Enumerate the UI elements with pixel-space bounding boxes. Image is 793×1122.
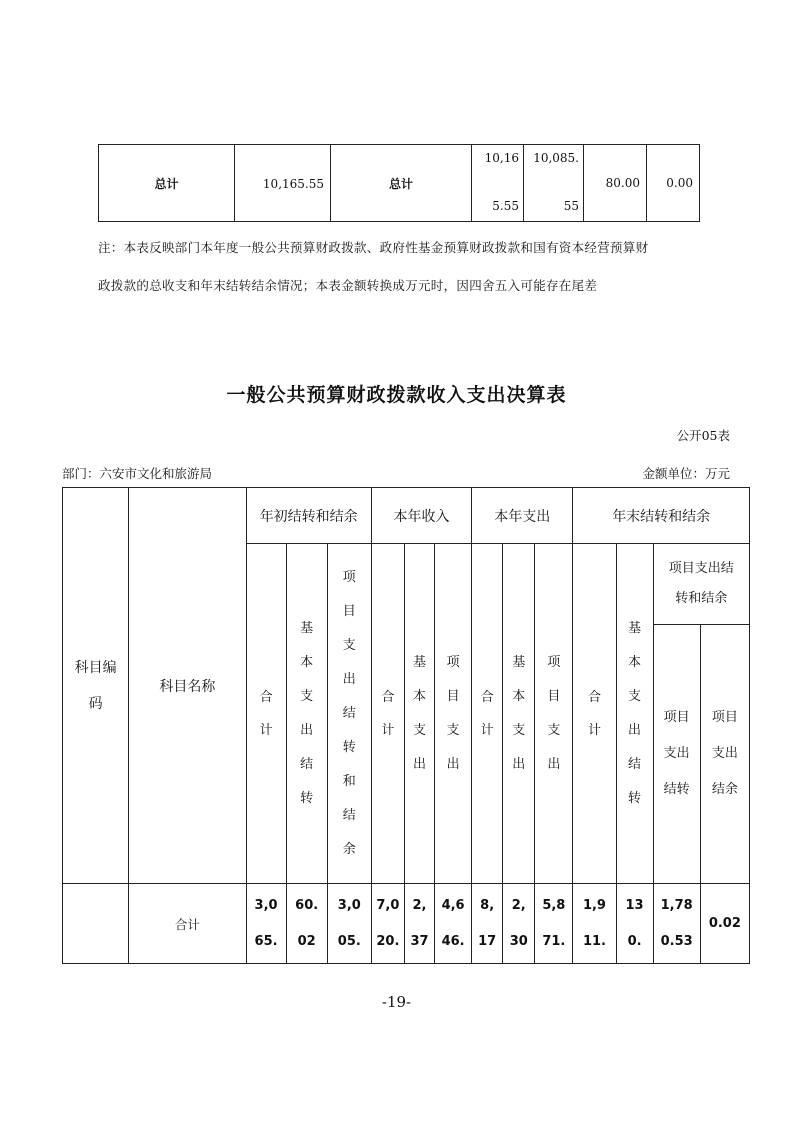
header-project-carry [653,625,700,884]
header-row-1 [63,488,750,544]
total-cell: 0.02 [700,884,749,964]
header-line: 支出 [663,746,690,761]
header-char: 计 [381,722,395,738]
cell-line: 1,78 [660,897,693,913]
page-number: -19- [381,993,412,1011]
total-cell [371,884,404,964]
header-total [472,544,503,884]
cell-line: 55 [563,199,579,213]
total-cell [616,884,653,964]
total-cell [524,145,584,222]
header-project-carry-balance [327,544,371,884]
cell-line: 02 [297,933,316,949]
header-line: 项目 [711,710,738,725]
total-value: 10,165.55 [235,145,331,222]
budget-table [62,487,750,964]
table-note-line: 政拨款的总收支和年末结转结余情况；本表金额转换成万元时，因四舍五入可能存在尾差 [98,278,598,293]
header-char: 目 [446,689,460,704]
header-char: 支 [547,723,561,738]
header-char: 支 [342,638,356,653]
total-cell: 0.00 [647,145,700,222]
cell-line: 8, [480,897,495,913]
total-cell [246,884,286,964]
row-label: 合计 [129,884,246,964]
header-line: 支出 [711,746,738,761]
header-char: 基 [512,655,526,670]
cell-line: 13 [625,897,644,913]
total-cell: 80.00 [584,145,647,222]
header-char: 基 [412,655,426,670]
cell-line: 1,9 [582,897,606,913]
header-char: 基 [300,621,314,636]
total-cell [435,884,472,964]
cell-line: 0.53 [660,933,693,949]
header-year-income: 本年收入 [371,488,471,544]
header-total [573,544,616,884]
form-code: 公开05表 [676,428,730,443]
header-char: 余 [342,842,356,857]
carryover-summary-table [98,144,700,222]
total-cell [472,145,524,222]
header-char: 和 [342,774,356,789]
header-char: 结 [628,757,642,772]
cell-line: 71. [542,933,566,949]
cell-line: 60. [295,897,319,913]
cell-line: 3,0 [254,897,278,913]
header-char: 出 [547,757,561,772]
header-char: 出 [300,723,314,738]
header-char: 本 [512,689,526,704]
header-char: 合 [480,689,494,705]
cell-line: 10,16 [484,151,519,165]
cell-line: 3,0 [337,897,361,913]
total-cell [286,884,327,964]
header-project-expense [435,544,472,884]
header-code [63,488,129,884]
header-char: 目 [547,689,561,704]
header-char: 合 [259,689,273,705]
cell-line: 2, [412,897,427,913]
header-code-line: 科目编 [74,659,117,676]
cell-line: 10,085. [533,151,579,165]
header-char: 计 [587,722,601,738]
total-cell [404,884,434,964]
cell-line: 2, [511,897,526,913]
unit-label: 金额单位：万元 [642,466,730,481]
cell-line: 5,8 [542,897,566,913]
total-label: 总计 [99,145,235,222]
header-char: 计 [480,722,494,738]
header-char: 本 [412,689,426,704]
header-char: 计 [259,722,273,738]
header-char: 支 [300,689,314,704]
header-char: 支 [628,689,642,704]
cell-line: 4,6 [441,897,465,913]
header-char: 转 [342,740,356,755]
header-char: 目 [342,604,356,619]
header-basic-expense [503,544,535,884]
header-line: 结转 [663,782,690,797]
header-project-group-line: 转和结余 [675,591,728,606]
header-project-balance [700,625,749,884]
cell-line: 0. [627,933,642,949]
header-char: 出 [628,723,642,738]
cell-line: 65. [254,933,278,949]
header-char: 支 [512,723,526,738]
header-total [371,544,404,884]
table-row [99,145,700,222]
header-char: 项 [547,655,561,670]
header-char: 项 [342,570,356,585]
header-line: 项目 [663,710,690,725]
header-char: 转 [628,791,642,806]
cell-line: 37 [410,933,429,949]
cell-line: 7,0 [376,897,400,913]
cell-line: 17 [478,933,497,949]
header-char: 转 [300,791,314,806]
header-name: 科目名称 [129,488,246,884]
page-title: 一般公共预算财政拨款收入支出决算表 [226,384,567,406]
row-code [63,884,129,964]
table-note-line: 注：本表反映部门本年度一般公共预算财政拨款、政府性基金预算财政拨款和国有资本经营预算财 [98,240,649,255]
header-char: 结 [342,706,356,721]
total-cell [653,884,700,964]
header-char: 出 [412,757,426,772]
header-total [246,544,286,884]
header-char: 支 [446,723,460,738]
header-project-group-line: 项目支出结 [668,561,734,576]
header-code-line: 码 [88,695,103,712]
cell-line: 05. [337,933,361,949]
total-cell [535,884,573,964]
table-row [63,884,750,964]
total-cell [472,884,503,964]
header-project-expense [535,544,573,884]
department-label: 部门：六安市文化和旅游局 [62,466,213,481]
cell-line: 5.55 [492,199,519,213]
cell-line: 46. [441,933,465,949]
header-char: 结 [342,808,356,823]
header-char: 出 [512,757,526,772]
header-char: 项 [446,655,460,670]
header-char: 出 [446,757,460,772]
total-label-mid: 总计 [331,145,472,222]
header-char: 合 [587,689,601,705]
total-cell [503,884,535,964]
header-char: 支 [412,723,426,738]
cell-line: 30 [509,933,528,949]
cell-line: 11. [582,933,606,949]
header-char: 本 [300,655,314,670]
total-cell [573,884,616,964]
header-char: 出 [342,672,356,687]
header-project-group [653,544,749,625]
header-char: 本 [628,655,642,670]
header-line: 结余 [711,782,738,797]
header-char: 合 [381,689,395,705]
header-closing-balance: 年末结转和结余 [573,488,750,544]
header-basic-expense [404,544,434,884]
header-basic-carry [286,544,327,884]
header-char: 结 [300,757,314,772]
cell-line: 20. [376,933,400,949]
header-year-expense: 本年支出 [472,488,573,544]
header-opening-balance: 年初结转和结余 [246,488,371,544]
header-basic-carry [616,544,653,884]
header-char: 基 [628,621,642,636]
total-cell [327,884,371,964]
